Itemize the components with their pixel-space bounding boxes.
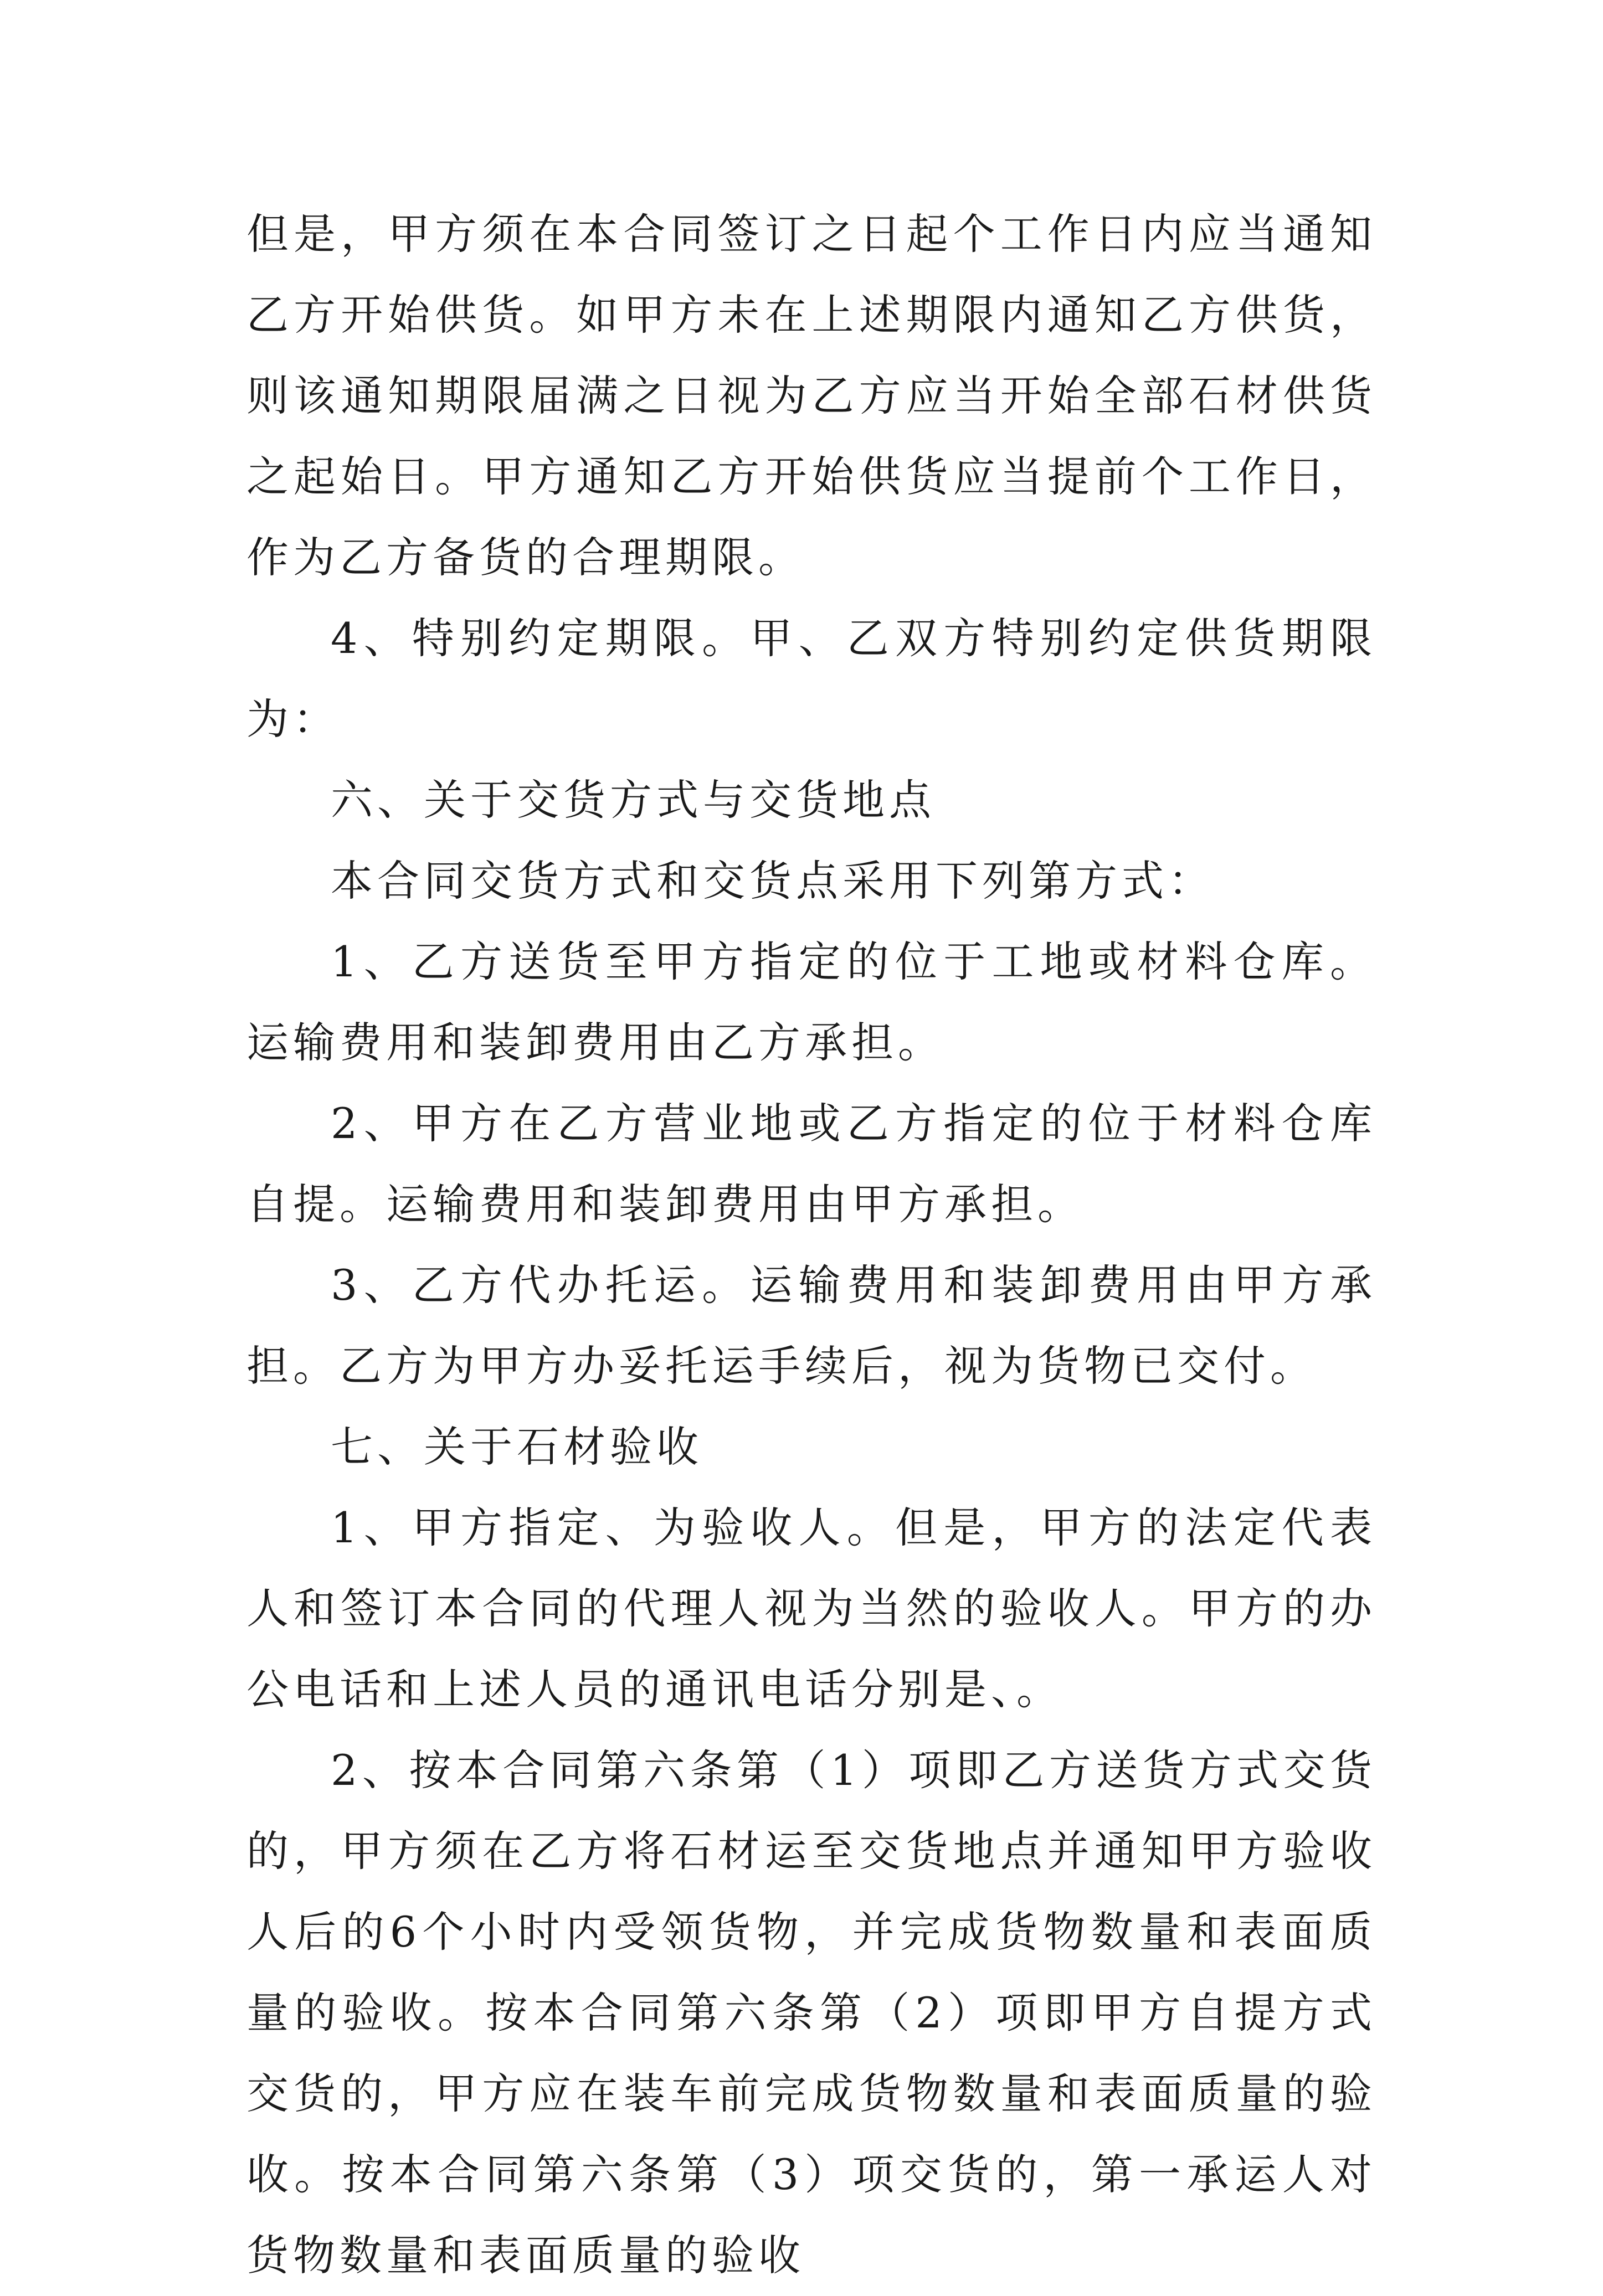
section-heading-delivery-method: 六、关于交货方式与交货地点 [331,775,936,825]
paragraph-delivery-options-intro: 本合同交货方式和交货点采用下列第方式： [331,856,1215,905]
paragraph-delivery-option-3: 3、乙方代办托运。运输费用和装卸费用由甲方承担。乙方为甲方办妥托运手续后，视为货物已交付。 [246,1260,1376,1391]
paragraph-special-deadline: 4、特别约定期限。甲、乙双方特别约定供货期限为： [246,614,1376,744]
section-heading-acceptance: 七、关于石材验收 [331,1422,703,1471]
contract-body [246,194,1376,2296]
paragraph-delivery-option-2: 2、甲方在乙方营业地或乙方指定的位于材料仓库自提。运输费用和装卸费用由甲方承担。 [246,1099,1376,1229]
paragraph-delivery-option-1: 1、乙方送货至甲方指定的位于工地或材料仓库。运输费用和装卸费用由乙方承担。 [246,937,1376,1067]
paragraph-acceptance-1: 1、甲方指定、为验收人。但是，甲方的法定代表人和签订本合同的代理人视为当然的验收人。甲方的办公电话和上述人员的通讯电话分别是、。 [246,1503,1376,1714]
paragraph-acceptance-2: 2、按本合同第六条第（1）项即乙方送货方式交货的，甲方须在乙方将石材运至交货地点并通知甲方验收人后的6个小时内受领货物，并完成货物数量和表面质量的验收。按本合同第六条第（2）项即甲方自提方式交货的，甲方应在装车前完成货物数量和表面质量的验收。按本合同第六条第（3）项交货的，第一承运人对货物数量和表面质量的验收 [246,1746,1376,2280]
paragraph-delivery-notice: 但是，甲方须在本合同签订之日起个工作日内应当通知乙方开始供货。如甲方未在上述期限内通知乙方供货，则该通知期限届满之日视为乙方应当开始全部石材供货之起始日。甲方通知乙方开始供货应当提前个工作日，作为乙方备货的合理期限。 [246,209,1376,582]
